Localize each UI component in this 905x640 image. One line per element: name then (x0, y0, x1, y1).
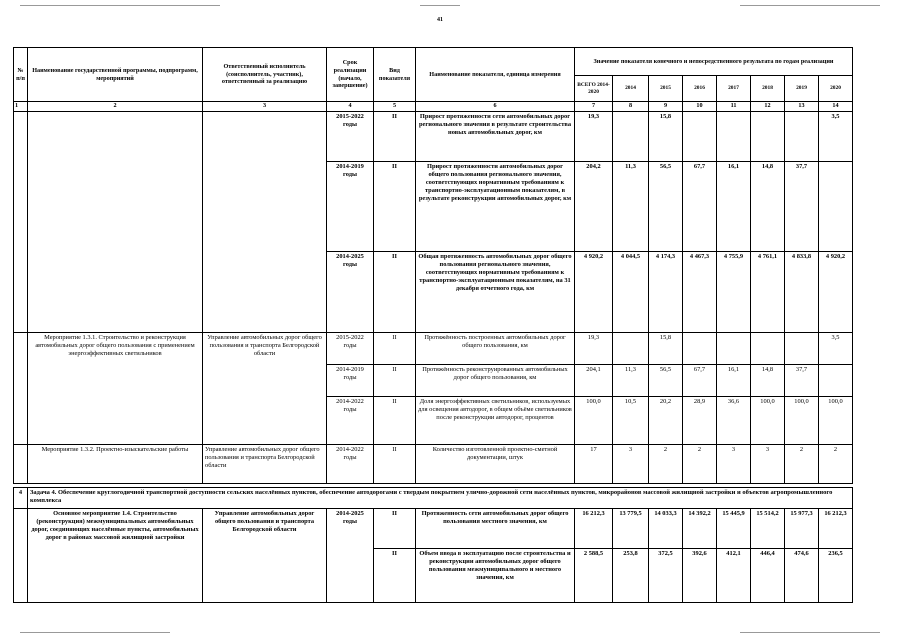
value-cell: 17 (575, 445, 613, 484)
top-rule (20, 5, 220, 6)
empty-cell (14, 445, 28, 484)
value-cell: 392,6 (683, 549, 717, 603)
indicator-type-cell: II (374, 252, 416, 333)
value-cell: 28,9 (683, 397, 717, 445)
column-number: 9 (649, 102, 683, 112)
table-row (14, 333, 853, 365)
column-number: 13 (785, 102, 819, 112)
header-indicator-name: Наименование показателя, единица измерения (416, 48, 575, 102)
value-cell: 4 920,2 (819, 252, 853, 333)
period-cell: 2015-2022 годы (327, 333, 374, 365)
column-number: 1 (14, 102, 28, 112)
bottom-rule (20, 632, 170, 633)
value-cell: 4 467,3 (683, 252, 717, 333)
column-number: 5 (374, 102, 416, 112)
indicator-type-cell: II (374, 549, 416, 603)
value-cell: 56,5 (649, 162, 683, 252)
value-cell (751, 112, 785, 162)
value-cell: 11,3 (613, 162, 649, 252)
value-cell: 2 (683, 445, 717, 484)
value-cell: 474,6 (785, 549, 819, 603)
column-number: 10 (683, 102, 717, 112)
value-cell: 19,3 (575, 333, 613, 365)
indicator-name-cell: Общая протяженность автомобильных дорог общего пользования регионального значения, соответствующих нормативным требованиям к транспортно-эксплуатационным показателям, на 31 декабря отчетного года, км (416, 252, 575, 333)
task-number: 4 (14, 488, 28, 509)
value-cell (613, 333, 649, 365)
value-cell (613, 112, 649, 162)
value-cell (751, 333, 785, 365)
value-cell (683, 333, 717, 365)
period-cell: 2014-2019 годы (327, 162, 374, 252)
value-cell: 236,5 (819, 549, 853, 603)
task-heading: Задача 4. Обеспечение круглогодичной транспортной доступности сельских населённых пунктов, обеспечение автодорогами с твердым покрытием улично-дорожной сети населённых пунктов, микрорайонов массовой жилищной застройки и объектов агропромышленного комплекса (28, 488, 853, 509)
table-row (14, 445, 853, 484)
value-cell (717, 112, 751, 162)
header-executor: Ответственный исполнитель (соисполнитель, участник), ответственный за реализацию (203, 48, 327, 102)
measure-name-cell: Мероприятие 1.3.2. Проектно-изыскательские работы (28, 445, 203, 484)
value-cell: 3 (751, 445, 785, 484)
empty-cell (203, 112, 327, 333)
value-cell (785, 112, 819, 162)
period-cell: 2014-2019 годы (327, 365, 374, 397)
value-cell: 4 920,2 (575, 252, 613, 333)
value-cell: 15,8 (649, 112, 683, 162)
indicator-type-cell: II (374, 112, 416, 162)
value-cell: 100,0 (819, 397, 853, 445)
value-cell: 204,1 (575, 365, 613, 397)
value-cell (683, 112, 717, 162)
indicator-type-cell: II (374, 162, 416, 252)
header-year: 2020 (819, 76, 853, 102)
column-number: 14 (819, 102, 853, 112)
value-cell: 16 212,3 (819, 509, 853, 549)
value-cell: 14,8 (751, 162, 785, 252)
value-cell: 2 588,5 (575, 549, 613, 603)
value-cell: 204,2 (575, 162, 613, 252)
column-number: 2 (28, 102, 203, 112)
value-cell: 16,1 (717, 365, 751, 397)
indicator-type-cell: II (374, 333, 416, 365)
executor-cell: Управление автомобильных дорог общего пользования и транспорта Белгородской области (203, 445, 327, 484)
executor-cell: Управление автомобильных дорог общего пользования и транспорта Белгородской области (203, 509, 327, 603)
header-values-title: Значение показателя конечного и непосредственного результата по годам реализации (575, 48, 853, 76)
indicator-type-cell: II (374, 365, 416, 397)
indicator-name-cell: Протяжённость построенных автомобильных дорог общего пользования, км (416, 333, 575, 365)
indicators-table (13, 47, 853, 603)
table-row (14, 509, 853, 549)
value-cell: 3,5 (819, 112, 853, 162)
period-cell: 2015-2022 годы (327, 112, 374, 162)
value-cell (819, 365, 853, 397)
value-cell: 11,3 (613, 365, 649, 397)
value-cell: 15 977,3 (785, 509, 819, 549)
empty-cell (14, 112, 28, 333)
value-cell: 15 445,9 (717, 509, 751, 549)
value-cell: 16,1 (717, 162, 751, 252)
value-cell: 37,7 (785, 162, 819, 252)
indicator-type-cell: II (374, 397, 416, 445)
value-cell: 4 833,8 (785, 252, 819, 333)
indicator-name-cell: Прирост протяженности сети автомобильных дорог регионального значения в результате строительства новых автомобильных дорог, км (416, 112, 575, 162)
header-year: 2015 (649, 76, 683, 102)
period-cell: 2014-2025 годы (327, 509, 374, 603)
column-number: 8 (613, 102, 649, 112)
column-number: 4 (327, 102, 374, 112)
measure-name-cell: Основное мероприятие 1.4. Строительство (реконструкция) межмуниципальных автомобильных дорог, соединяющих населённые пункты, автомобильных дорог в районах массовой жилищной застройки (28, 509, 203, 603)
top-rule (740, 5, 880, 6)
value-cell (819, 162, 853, 252)
table-row (14, 488, 853, 509)
value-cell: 14 392,2 (683, 509, 717, 549)
header-indicator-type: Вид показателя (374, 48, 416, 102)
value-cell: 20,2 (649, 397, 683, 445)
value-cell: 4 174,3 (649, 252, 683, 333)
value-cell: 3,5 (819, 333, 853, 365)
value-cell (717, 333, 751, 365)
value-cell: 56,5 (649, 365, 683, 397)
value-cell: 2 (819, 445, 853, 484)
period-cell: 2014-2022 годы (327, 445, 374, 484)
value-cell: 100,0 (751, 397, 785, 445)
value-cell: 13 779,5 (613, 509, 649, 549)
value-cell: 37,7 (785, 365, 819, 397)
value-cell: 100,0 (575, 397, 613, 445)
value-cell: 67,7 (683, 162, 717, 252)
value-cell: 67,7 (683, 365, 717, 397)
empty-cell (14, 509, 28, 603)
value-cell: 4 044,5 (613, 252, 649, 333)
page-number: 41 (437, 17, 443, 23)
column-number: 11 (717, 102, 751, 112)
value-cell: 10,5 (613, 397, 649, 445)
value-cell: 3 (613, 445, 649, 484)
bottom-rule (740, 632, 880, 633)
value-cell (785, 333, 819, 365)
measure-name-cell: Мероприятие 1.3.1. Строительство и реконструкция автомобильных дорог общего пользования с применением энергоэффективных светильников (28, 333, 203, 445)
value-cell: 15 514,2 (751, 509, 785, 549)
header-year: 2017 (717, 76, 751, 102)
value-cell: 2 (785, 445, 819, 484)
indicator-name-cell: Доля энергоэффективных светильников, используемых для освещения автодорог, в общем объёме светильников после реконструкции автодорог, процентов (416, 397, 575, 445)
value-cell: 253,8 (613, 549, 649, 603)
executor-cell: Управление автомобильных дорог общего пользования и транспорта Белгородской области (203, 333, 327, 445)
value-cell: 36,6 (717, 397, 751, 445)
value-cell: 3 (717, 445, 751, 484)
value-cell: 412,1 (717, 549, 751, 603)
indicator-name-cell: Количество изготовленной проектно-сметной документации, штук (416, 445, 575, 484)
value-cell: 4 755,9 (717, 252, 751, 333)
indicator-name-cell: Прирост протяженности автомобильных дорог общего пользования регионального значения, соответствующих нормативным требованиям к транспортно-эксплуатационным показателям, в результате реконструкции автомобильных дорог, км (416, 162, 575, 252)
header-year: 2014 (613, 76, 649, 102)
top-rule (420, 5, 460, 6)
column-number: 3 (203, 102, 327, 112)
value-cell: 100,0 (785, 397, 819, 445)
value-cell: 372,5 (649, 549, 683, 603)
empty-cell (14, 333, 28, 445)
header-name: Наименование государственной программы, подпрограмм, мероприятий (28, 48, 203, 102)
value-cell: 15,8 (649, 333, 683, 365)
period-cell: 2014-2022 годы (327, 397, 374, 445)
column-number: 6 (416, 102, 575, 112)
value-cell: 2 (649, 445, 683, 484)
indicator-name-cell: Объем ввода в эксплуатацию после строительства и реконструкции автомобильных дорог общего пользования межмуниципального и местного значения, км (416, 549, 575, 603)
period-cell: 2014-2025 годы (327, 252, 374, 333)
header-year: 2016 (683, 76, 717, 102)
header-year: 2019 (785, 76, 819, 102)
value-cell: 14,8 (751, 365, 785, 397)
value-cell: 19,3 (575, 112, 613, 162)
header-year: 2018 (751, 76, 785, 102)
value-cell: 16 212,3 (575, 509, 613, 549)
value-cell: 14 033,3 (649, 509, 683, 549)
value-cell: 446,4 (751, 549, 785, 603)
indicator-type-cell: II (374, 509, 416, 549)
empty-cell (28, 112, 203, 333)
column-number: 7 (575, 102, 613, 112)
value-cell: 4 761,1 (751, 252, 785, 333)
table-row (14, 112, 853, 162)
indicator-name-cell: Протяжённость реконструированных автомобильных дорог общего пользования, км (416, 365, 575, 397)
header-period: Срок реализации (начало, завершение) (327, 48, 374, 102)
header-total: ВСЕГО 2014-2020 (575, 76, 613, 102)
header-num: № п/п (14, 48, 28, 102)
column-number: 12 (751, 102, 785, 112)
indicator-type-cell: II (374, 445, 416, 484)
indicator-name-cell: Протяженность сети автомобильных дорог общего пользования местного значения, км (416, 509, 575, 549)
